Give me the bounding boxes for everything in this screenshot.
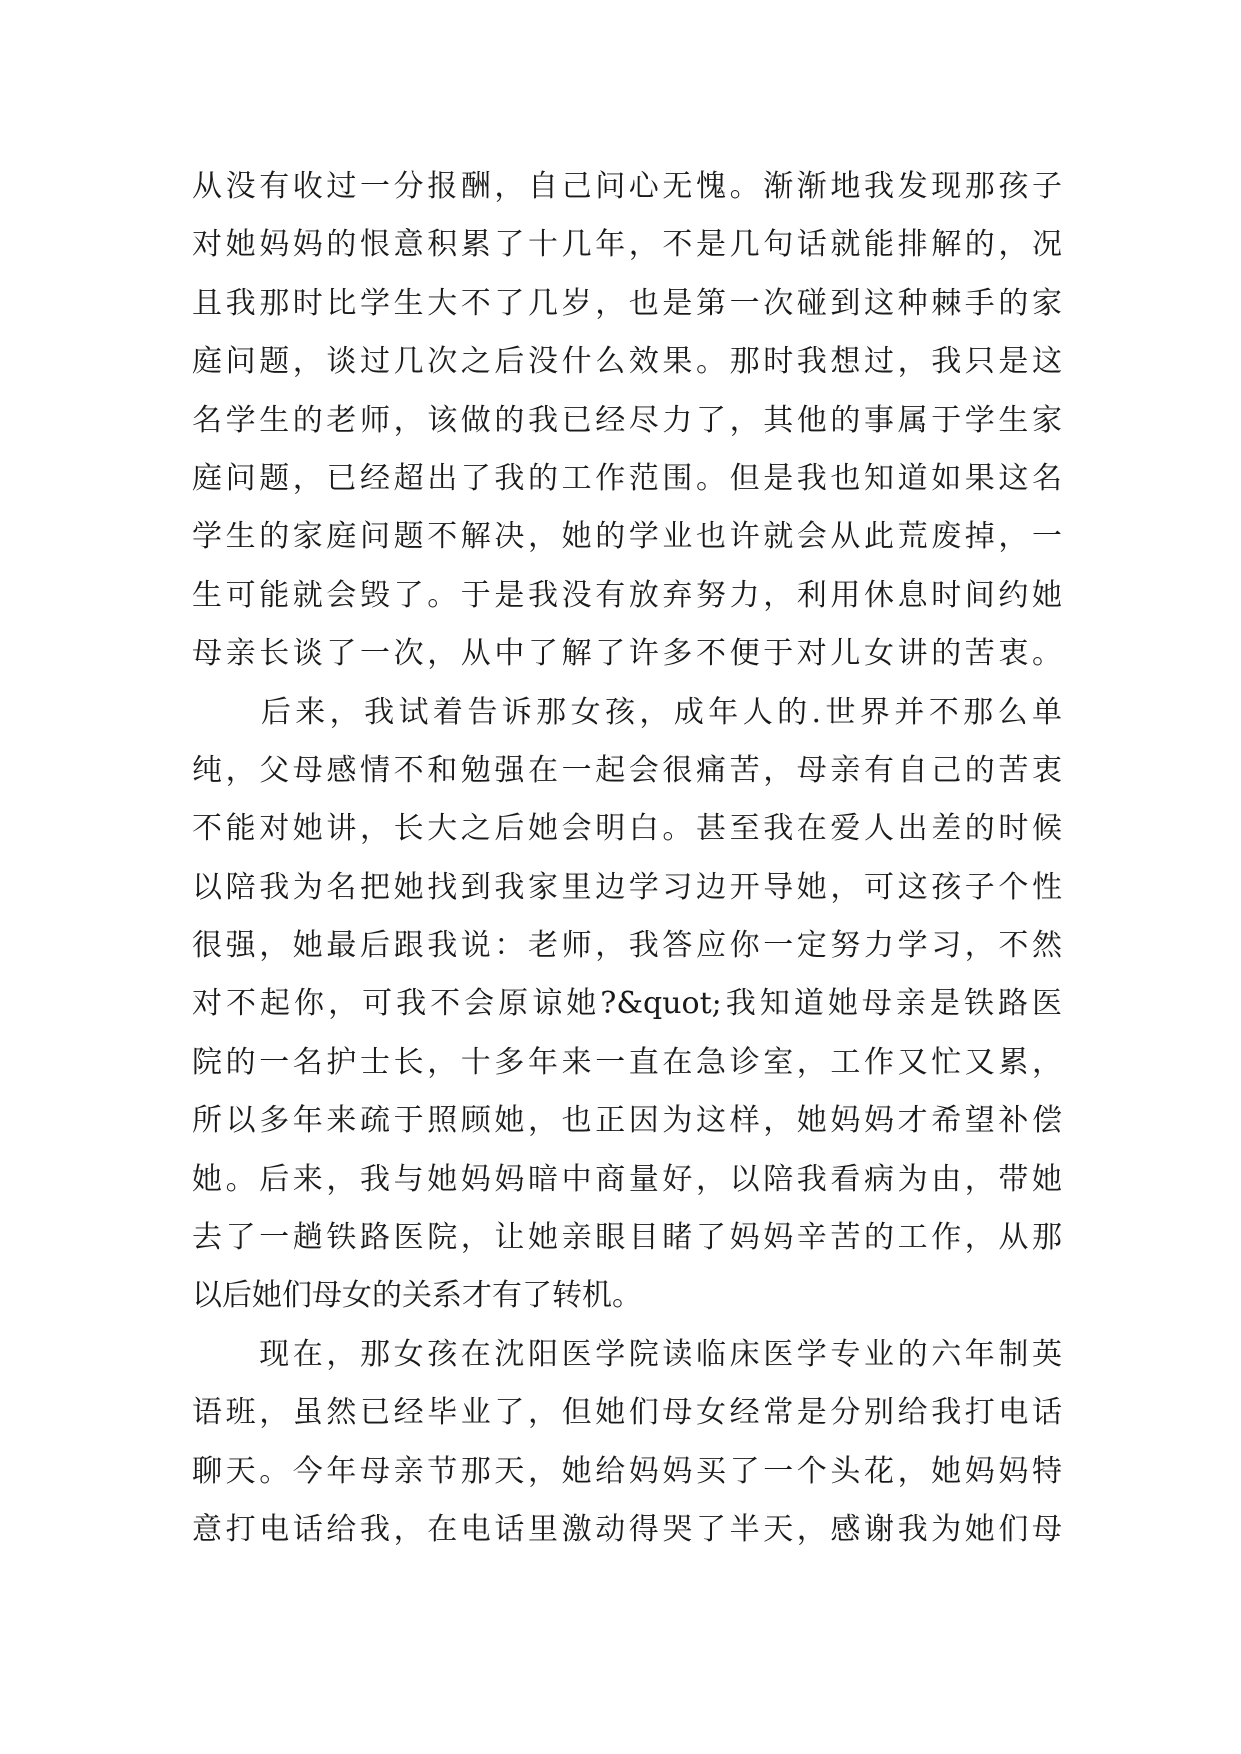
text-line: 学生的家庭问题不解决，她的学业也许就会从此荒废掉，一	[192, 519, 1062, 555]
text-line: 后来，我试着告诉那女孩，成年人的.世界并不那么单	[192, 694, 1062, 730]
text-line: 意打电话给我，在电话里激动得哭了半天，感谢我为她们母	[192, 1511, 1062, 1547]
text-line: 生可能就会毁了。于是我没有放弃努力，利用休息时间约她	[192, 577, 1062, 613]
text-line: 纯，父母感情不和勉强在一起会很痛苦，母亲有自己的苦衷	[192, 752, 1062, 788]
text-line: 不能对她讲，长大之后她会明白。甚至我在爱人出差的时候	[192, 811, 1062, 847]
paragraph-2	[192, 684, 1062, 1326]
document-body	[192, 158, 1062, 1559]
text-line: 聊天。今年母亲节那天，她给妈妈买了一个头花，她妈妈特	[192, 1453, 1062, 1489]
text-line: 院的一名护士长，十多年来一直在急诊室，工作又忙又累，	[192, 1044, 1062, 1080]
text-line: 以后她们母女的关系才有了转机。	[192, 1278, 642, 1314]
text-line: 很强，她最后跟我说：老师，我答应你一定努力学习，不然	[192, 928, 1062, 964]
paragraph-3	[192, 1326, 1062, 1560]
text-line: 对她妈妈的恨意积累了十几年，不是几句话就能排解的，况	[192, 227, 1062, 263]
text-line: 母亲长谈了一次，从中了解了许多不便于对儿女讲的苦衷。	[192, 636, 1062, 672]
text-line: 庭问题，已经超出了我的工作范围。但是我也知道如果这名	[192, 460, 1062, 496]
text-line: 庭问题，谈过几次之后没什么效果。那时我想过，我只是这	[192, 344, 1062, 380]
text-line: 且我那时比学生大不了几岁，也是第一次碰到这种棘手的家	[192, 285, 1062, 321]
paragraph-1	[192, 158, 1062, 684]
text-line: 她。后来，我与她妈妈暗中商量好，以陪我看病为由，带她	[192, 1161, 1062, 1197]
text-line: 以陪我为名把她找到我家里边学习边开导她，可这孩子个性	[192, 869, 1062, 905]
text-line: 语班，虽然已经毕业了，但她们母女经常是分别给我打电话	[192, 1395, 1062, 1431]
text-line: 现在，那女孩在沈阳医学院读临床医学专业的六年制英	[192, 1336, 1062, 1372]
text-line: 去了一趟铁路医院，让她亲眼目睹了妈妈辛苦的工作，从那	[192, 1220, 1062, 1256]
text-line: 对不起你，可我不会原谅她?&quot;我知道她母亲是铁路医	[192, 986, 1062, 1022]
text-line: 所以多年来疏于照顾她，也正因为这样，她妈妈才希望补偿	[192, 1103, 1062, 1139]
text-line: 名学生的老师，该做的我已经尽力了，其他的事属于学生家	[192, 402, 1062, 438]
text-line: 从没有收过一分报酬，自己问心无愧。渐渐地我发现那孩子	[192, 169, 1062, 204]
